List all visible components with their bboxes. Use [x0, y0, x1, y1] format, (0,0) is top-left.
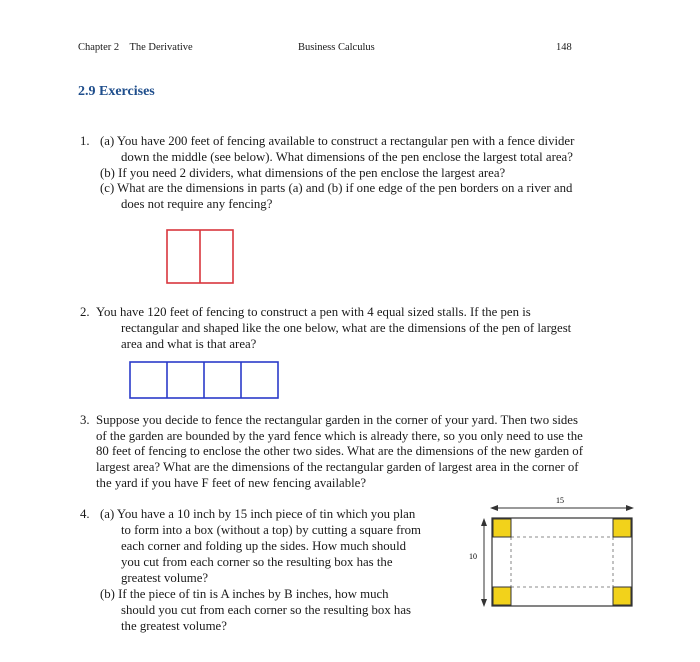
tin-sheet-outline: [492, 518, 632, 606]
problem-3-line: largest area? What are the dimensions of the rectangular garden of largest area in the corner of: [96, 460, 579, 474]
section-title: 2.9 Exercises: [78, 84, 155, 99]
problem-4-line: the greatest volume?: [121, 619, 227, 633]
problem-4-line: (b) If the piece of tin is A inches by B inches, how much: [100, 587, 389, 601]
problem-1-number: 1.: [80, 134, 90, 148]
header-page-number: 148: [556, 42, 572, 53]
problem-3-line: of the garden are bounded by the yard fence which is already there, so you only need to use the: [96, 429, 583, 443]
width-arrow-left-head: [490, 505, 498, 511]
problem-1-line: down the middle (see below). What dimensions of the pen enclose the largest total area?: [121, 150, 573, 164]
height-label: 10: [469, 552, 477, 561]
header-chapter: [78, 42, 193, 53]
height-arrow-bottom-head: [481, 599, 487, 607]
problem-4-line: should you cut from each corner so the resulting box has: [121, 603, 411, 617]
corner-square: [613, 587, 631, 605]
pen-one-divider-figure: [166, 229, 236, 285]
problem-2-line: area and what is that area?: [121, 337, 257, 351]
problem-1-line: (c) What are the dimensions in parts (a) and (b) if one edge of the pen borders on a river and: [100, 181, 573, 195]
problem-2-number: 2.: [80, 305, 90, 319]
corner-square: [493, 587, 511, 605]
problem-2-line: You have 120 feet of fencing to construct a pen with 4 equal sized stalls. If the pen is: [96, 305, 531, 319]
problem-4-line: (a) You have a 10 inch by 15 inch piece of tin which you plan: [100, 507, 416, 521]
tin-sheet-figure: [462, 493, 644, 615]
problem-3-line: 80 feet of fencing to enclose the other two sides. What are the dimensions of the new garden of: [96, 444, 583, 458]
chapter-number: Chapter 2: [78, 42, 120, 53]
problem-1-line: (b) If you need 2 dividers, what dimensions of the pen enclose the largest area?: [100, 166, 506, 180]
problem-4-line: each corner and folding up the sides. How much should: [121, 539, 407, 553]
width-label: 15: [556, 496, 564, 505]
height-arrow-top-head: [481, 518, 487, 526]
header-book-title: Business Calculus: [298, 42, 375, 53]
problem-1-line: (a) You have 200 feet of fencing available to construct a rectangular pen with a fence divider: [100, 134, 575, 148]
problem-2-line: rectangular and shaped like the one below, what are the dimensions of the pen of largest: [121, 321, 572, 335]
width-arrow-right-head: [626, 505, 634, 511]
problem-1-line: does not require any fencing?: [121, 197, 273, 211]
problem-4-number: 4.: [80, 507, 90, 521]
problem-3-line: the yard if you have F feet of new fencing available?: [96, 476, 367, 490]
corner-square: [613, 519, 631, 537]
problem-4-line: to form into a box (without a top) by cutting a square from: [121, 523, 421, 537]
problem-3-number: 3.: [80, 413, 90, 427]
four-stall-pen-figure: [129, 361, 281, 401]
problem-4-line: greatest volume?: [121, 571, 209, 585]
problem-3-line: Suppose you decide to fence the rectangular garden in the corner of your yard. Then two sides: [96, 413, 578, 427]
problem-4-line: you cut from each corner so the resulting box has the: [121, 555, 393, 569]
corner-square: [493, 519, 511, 537]
chapter-title: The Derivative: [129, 42, 193, 53]
